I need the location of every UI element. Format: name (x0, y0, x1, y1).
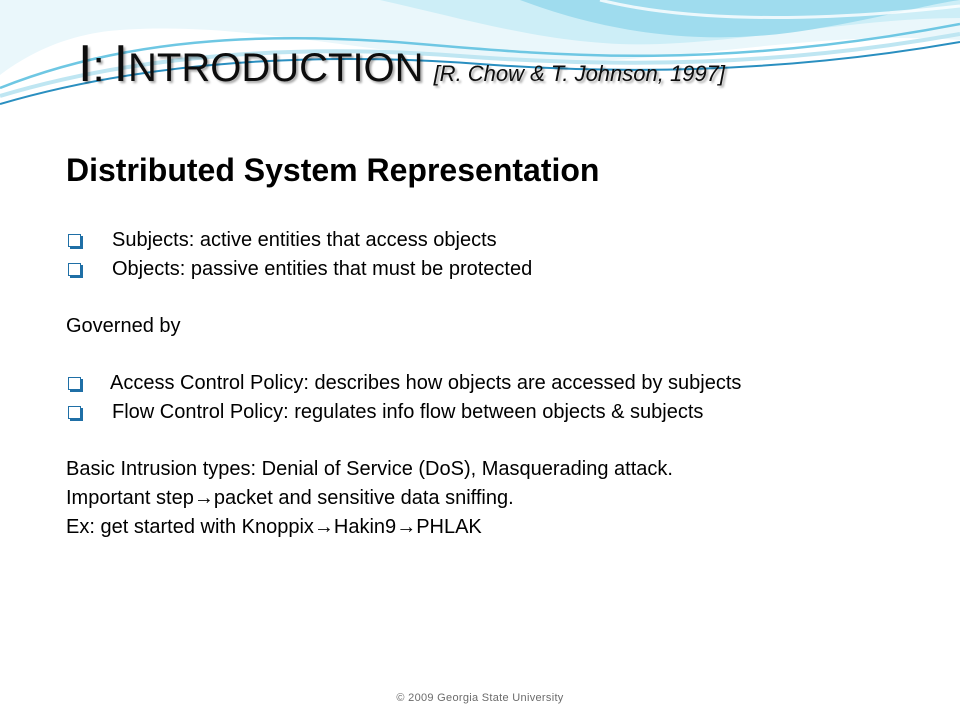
title-colon: : (92, 42, 105, 91)
checkbox-bullet-icon (68, 406, 81, 419)
governed-by-text: Governed by (66, 315, 181, 337)
slide-content (66, 150, 926, 542)
title-citation: [R. Chow & T. Johnson, 1997] (433, 61, 726, 86)
title-first-letter: I (113, 35, 129, 93)
slide-subtitle: Distributed System Representation (66, 152, 600, 188)
checkbox-bullet-icon (68, 377, 81, 390)
arrow-right-icon: → (396, 516, 417, 538)
entity-bullet-list (66, 226, 926, 284)
list-item: Flow Control Policy: regulates info flow between objects & subjects (66, 398, 926, 427)
list-item: Subjects: active entities that access objects (66, 226, 926, 255)
arrow-right-icon: → (193, 487, 214, 509)
list-item: Objects: passive entities that must be protected (66, 255, 926, 284)
list-item: Access Control Policy: describes how objects are accessed by subjects (66, 369, 926, 398)
checkbox-bullet-icon (68, 263, 81, 276)
example-tools-text: Ex: get started with Knoppix→Hakin9→PHLAK (66, 516, 482, 538)
policy-bullet-list (66, 369, 926, 427)
intrusion-types-text: Basic Intrusion types: Denial of Service (DoS), Masquerading attack. (66, 458, 673, 480)
title-roman-numeral: I (78, 35, 93, 93)
checkbox-bullet-icon (68, 234, 81, 247)
slide-title (78, 35, 726, 93)
important-step-text: Important step→packet and sensitive data sniffing. (66, 487, 514, 509)
arrow-right-icon: → (313, 516, 334, 538)
title-word-rest: NTRODUCTION (128, 46, 424, 90)
slide-footer: © 2009 Georgia State University (396, 692, 564, 704)
